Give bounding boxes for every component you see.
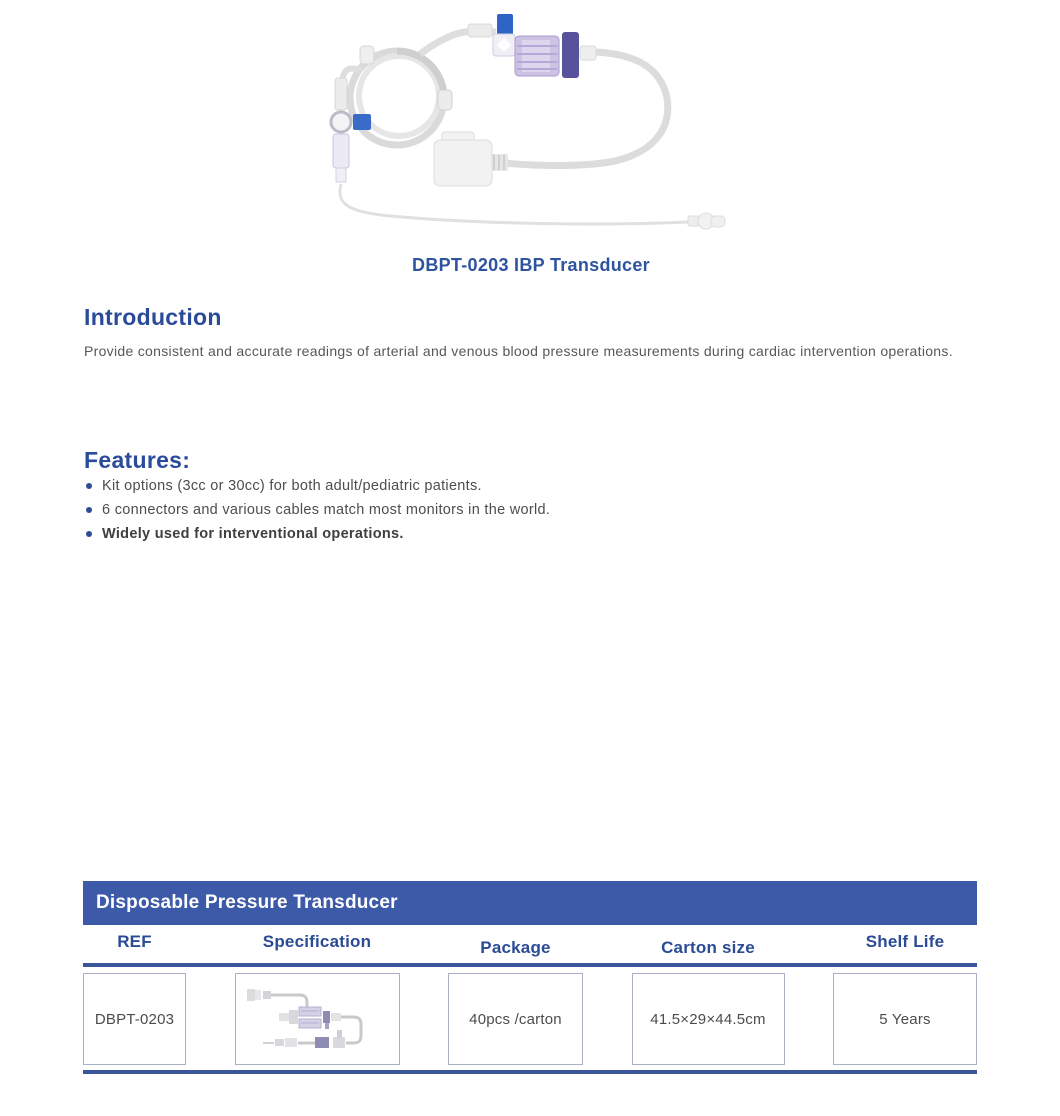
- cell-ref: DBPT-0203: [83, 973, 186, 1065]
- cell-carton-size: 41.5×29×44.5cm: [632, 973, 785, 1065]
- bullet-icon: [86, 507, 92, 513]
- table-title: Disposable Pressure Transducer: [96, 892, 398, 913]
- introduction-heading: Introduction: [84, 304, 222, 330]
- column-header-ref: REF: [117, 932, 152, 951]
- ibp-transducer-photo-drawing: [300, 6, 760, 246]
- feature-text: 6 connectors and various cables match most monitors in the world.: [102, 502, 551, 518]
- introduction-body: Provide consistent and accurate readings of arterial and venous blood pressure measurements during cardiac intervention operations.: [84, 343, 953, 359]
- table-title-bar: [83, 881, 977, 925]
- cell-package: 40pcs /carton: [448, 973, 583, 1065]
- column-header-specification: Specification: [262, 932, 372, 951]
- feature-item: [86, 478, 966, 494]
- features-list: [86, 478, 966, 550]
- features-heading: Features:: [84, 447, 191, 473]
- product-caption: DBPT-0203 IBP Transducer: [412, 255, 650, 275]
- table-column-headers: [83, 925, 977, 963]
- feature-text: Kit options (3cc or 30cc) for both adult/pediatric patients.: [102, 478, 482, 494]
- bullet-icon: [86, 483, 92, 489]
- table-row: [83, 967, 977, 1070]
- specification-table: [83, 881, 977, 1074]
- column-header-shelf-life: Shelf Life: [865, 932, 945, 951]
- cell-specification: [235, 973, 400, 1065]
- feature-text: Widely used for interventional operations.: [102, 526, 404, 542]
- transducer-schematic-thumbnail: [241, 977, 393, 1061]
- column-header-package: Package: [480, 938, 551, 957]
- feature-item: [86, 502, 966, 518]
- cell-shelf-life: 5 Years: [833, 973, 977, 1065]
- table-divider-bottom: [83, 1070, 977, 1074]
- column-header-carton-size: Carton size: [661, 938, 755, 957]
- bullet-icon: [86, 531, 92, 537]
- product-photo: [0, 6, 1060, 246]
- feature-item: [86, 526, 966, 542]
